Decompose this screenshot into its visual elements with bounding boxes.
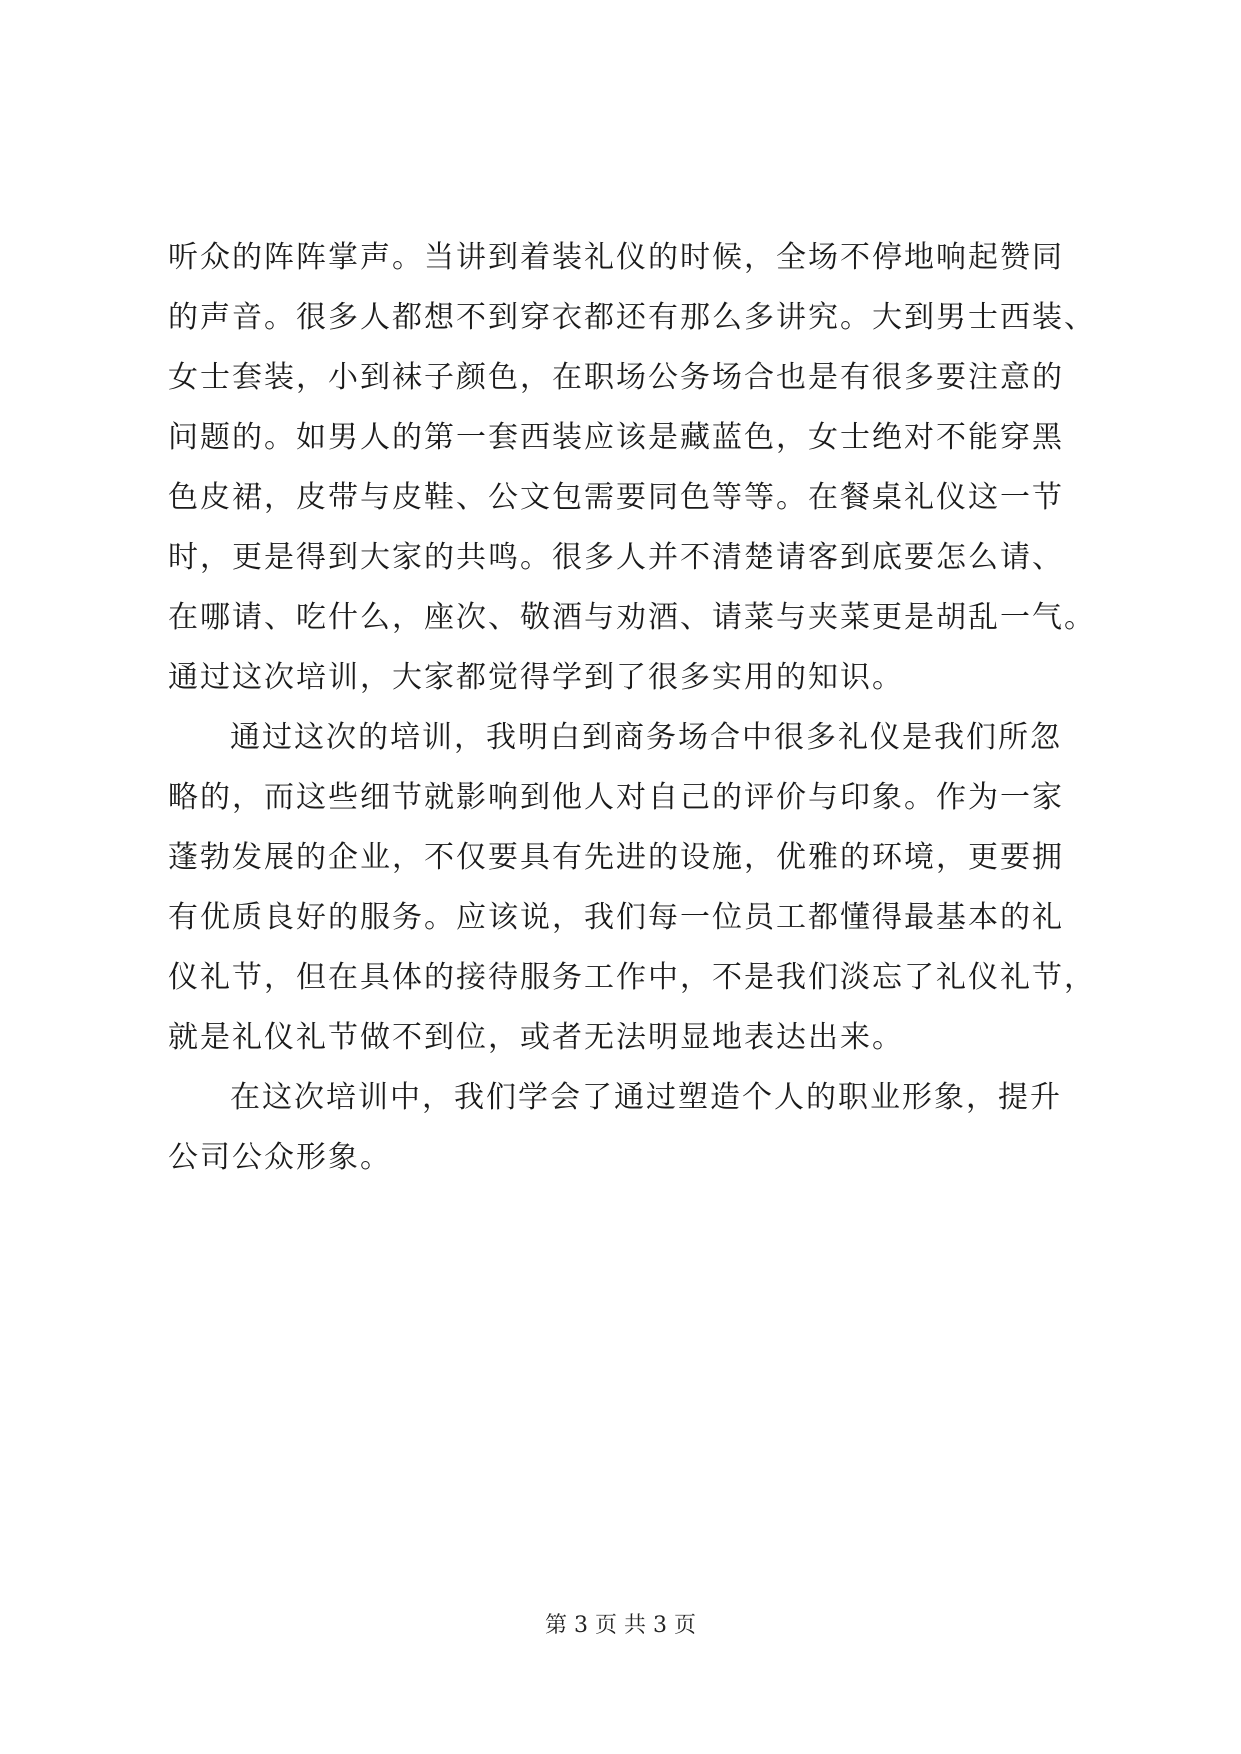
paragraph-3-line-2: 公司公众形象。 bbox=[168, 1140, 392, 1175]
paragraph-2 bbox=[168, 708, 1096, 1068]
paragraph-1-line-8: 通过这次培训，大家都觉得学到了很多实用的知识。 bbox=[168, 660, 904, 695]
paragraph-1-line-4: 问题的。如男人的第一套西装应该是藏蓝色，女士绝对不能穿黑 bbox=[168, 420, 1064, 455]
paragraph-2-line-2: 略的，而这些细节就影响到他人对自己的评价与印象。作为一家 bbox=[168, 780, 1064, 815]
paragraph-2-line-4: 有优质良好的服务。应该说，我们每一位员工都懂得最基本的礼 bbox=[168, 900, 1064, 935]
paragraph-1-line-2: 的声音。很多人都想不到穿衣都还有那么多讲究。大到男士西装、 bbox=[168, 300, 1096, 335]
paragraph-2-line-1: 通过这次的培训，我明白到商务场合中很多礼仪是我们所忽 bbox=[230, 720, 1062, 755]
paragraph-1-line-7: 在哪请、吃什么，座次、敬酒与劝酒、请菜与夹菜更是胡乱一气。 bbox=[168, 600, 1096, 635]
paragraph-1-line-3: 女士套装，小到袜子颜色，在职场公务场合也是有很多要注意的 bbox=[168, 360, 1064, 395]
document-body bbox=[168, 228, 1096, 1188]
paragraph-3-line-1: 在这次培训中，我们学会了通过塑造个人的职业形象，提升 bbox=[230, 1080, 1062, 1115]
paragraph-2-line-3: 蓬勃发展的企业，不仅要具有先进的设施，优雅的环境，更要拥 bbox=[168, 840, 1064, 875]
paragraph-3 bbox=[168, 1068, 1078, 1188]
paragraph-2-line-6: 就是礼仪礼节做不到位，或者无法明显地表达出来。 bbox=[168, 1020, 904, 1055]
paragraph-1-line-1: 听众的阵阵掌声。当讲到着装礼仪的时候，全场不停地响起赞同 bbox=[168, 240, 1064, 275]
page-number-footer: 第 3 页 共 3 页 bbox=[545, 1613, 696, 1638]
paragraph-1-line-5: 色皮裙，皮带与皮鞋、公文包需要同色等等。在餐桌礼仪这一节 bbox=[168, 480, 1064, 515]
paragraph-1-line-6: 时，更是得到大家的共鸣。很多人并不清楚请客到底要怎么请、 bbox=[168, 540, 1064, 575]
paragraph-1 bbox=[168, 228, 1096, 708]
paragraph-2-line-5: 仪礼节，但在具体的接待服务工作中，不是我们淡忘了礼仪礼节， bbox=[168, 960, 1096, 995]
